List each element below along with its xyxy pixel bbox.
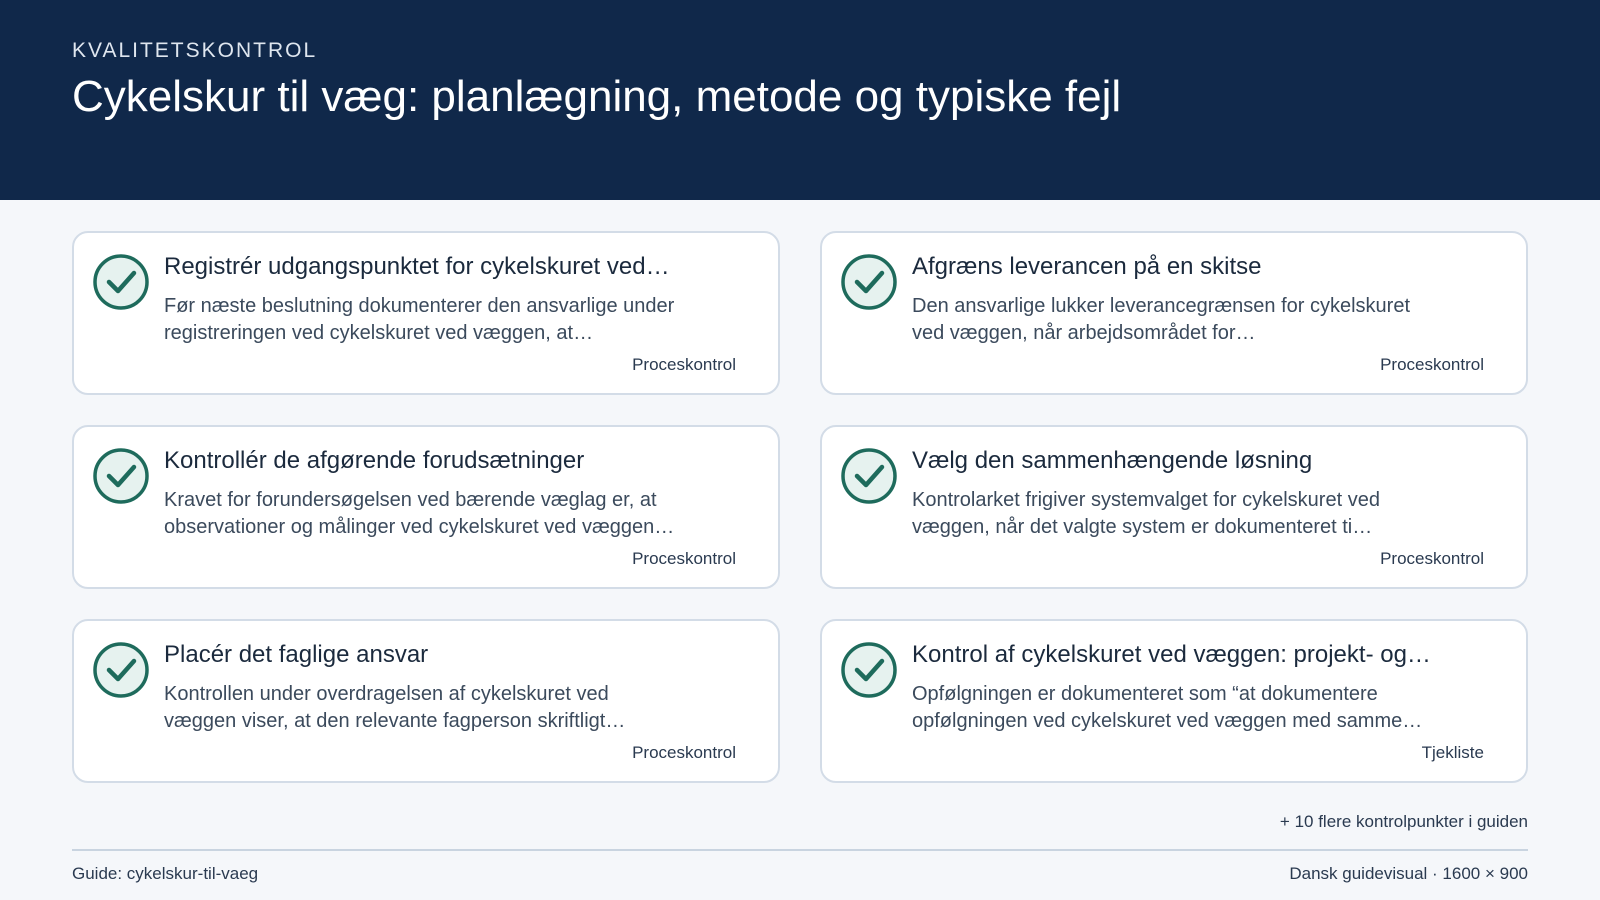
checklist-card[interactable] (820, 231, 1528, 395)
check-circle-icon (840, 447, 898, 505)
checklist-card[interactable] (72, 231, 780, 395)
eyebrow-label: KVALITETSKONTROL (72, 39, 318, 62)
checklist-card[interactable] (72, 619, 780, 783)
card-description: Den ansvarlige lukker leverancegrænsen for cykelskuret ved væggen, når arbejdsområdet for… (912, 295, 1411, 344)
check-circle-icon (840, 253, 898, 311)
card-category-tag: Proceskontrol (632, 743, 736, 762)
footer-divider (72, 849, 1528, 851)
page-title: Cykelskur til væg: planlægning, metode og typiske fejl (72, 72, 1122, 121)
card-title: Afgræns leverancen på en skitse (912, 253, 1262, 280)
card-title: Kontrol af cykelskuret ved væggen: projekt- og… (912, 641, 1431, 668)
checklist-card[interactable] (72, 425, 780, 589)
card-title: Placér det faglige ansvar (164, 641, 429, 668)
checklist-grid (72, 231, 1528, 783)
card-category-tag: Proceskontrol (632, 355, 736, 374)
card-category-tag: Proceskontrol (1380, 355, 1484, 374)
footer-meta: Dansk guidevisual · 1600 × 900 (1289, 864, 1528, 883)
check-circle-icon (92, 641, 150, 699)
checklist-card[interactable] (820, 425, 1528, 589)
footer-guide-slug: Guide: cykelskur-til-vaeg (72, 864, 259, 883)
card-category-tag: Tjekliste (1421, 743, 1484, 762)
more-checkpoints-link[interactable]: + 10 flere kontrolpunkter i guiden (1279, 812, 1528, 831)
card-title: Vælg den sammenhængende løsning (912, 447, 1313, 474)
check-circle-icon (840, 641, 898, 699)
card-description: Opfølgningen er dokumenteret som “at dokumentere opfølgningen ved cykelskuret ved væggen med samme… (912, 683, 1423, 732)
checklist-card[interactable] (820, 619, 1528, 783)
card-description: Kontrolarket frigiver systemvalget for cykelskuret ved væggen, når det valgte system er dokumenteret ti… (912, 489, 1380, 538)
card-category-tag: Proceskontrol (1380, 549, 1484, 568)
check-circle-icon (92, 253, 150, 311)
card-description: Kontrollen under overdragelsen af cykelskuret ved væggen viser, at den relevante fagperson skriftligt… (164, 683, 626, 732)
header-banner (0, 0, 1600, 200)
card-title: Registrér udgangspunktet for cykelskuret ved… (164, 253, 670, 280)
check-circle-icon (92, 447, 150, 505)
card-description: Kravet for forundersøgelsen ved bærende væglag er, at observationer og målinger ved cykelskuret ved væggen… (164, 489, 675, 538)
card-title: Kontrollér de afgørende forudsætninger (164, 447, 585, 474)
card-category-tag: Proceskontrol (632, 549, 736, 568)
card-description: Før næste beslutning dokumenterer den ansvarlige under registreringen ved cykelskuret ved væggen, at… (164, 295, 675, 344)
